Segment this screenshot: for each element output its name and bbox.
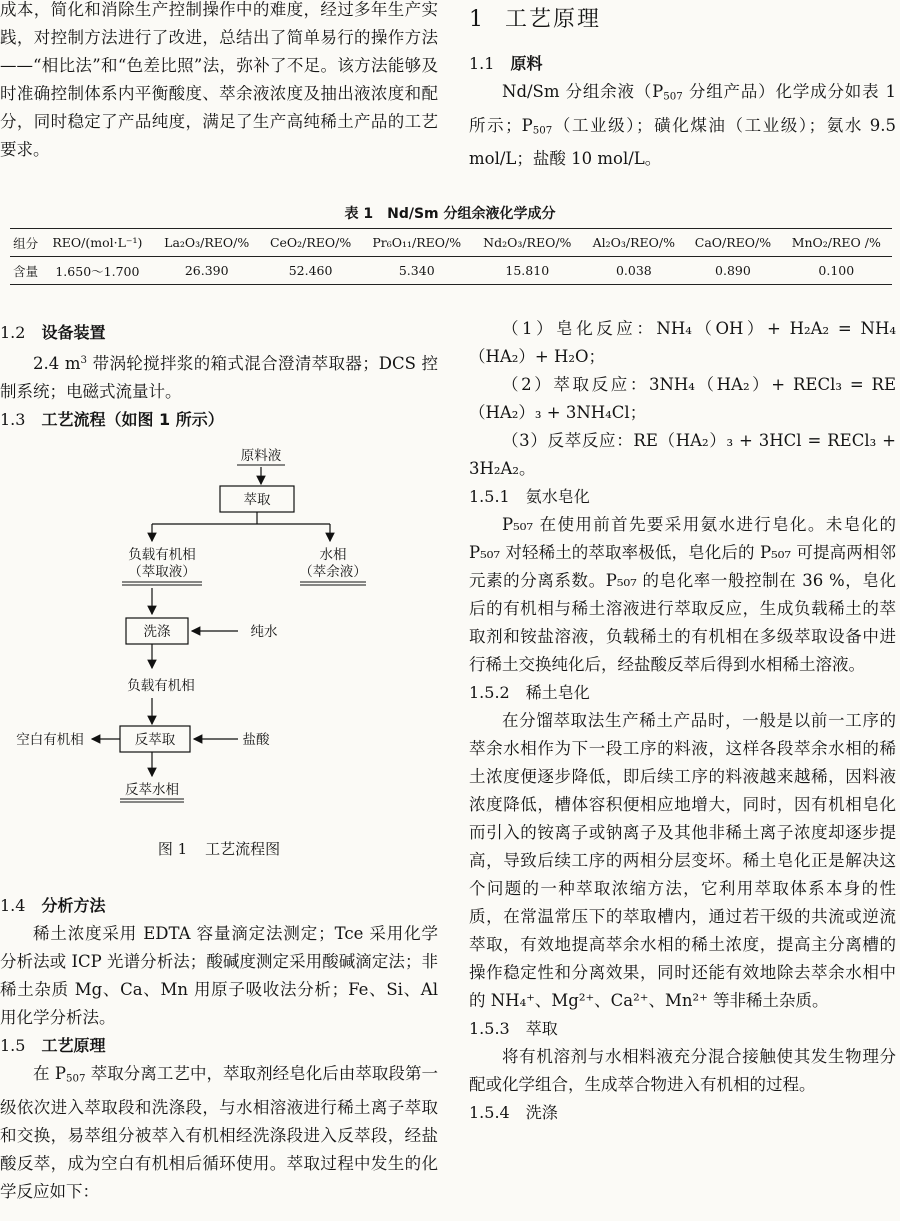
- table-header: Pr₆O₁₁/REO/%: [372, 235, 462, 250]
- table-cell: 0.100: [818, 263, 855, 278]
- section-1-5-3-paragraph: 将有机溶剂与水相料液充分混合接触使其发生物理分配或化学组合，生成萃合物进入有机相的过程。: [469, 1047, 896, 1094]
- section-1-4-heading: 1.4 分析方法: [0, 896, 106, 915]
- process-flowchart: [0, 436, 438, 836]
- section-1-5-heading: 1.5 工艺原理: [0, 1036, 106, 1055]
- flow-strip-aq-label: 反萃水相: [125, 782, 179, 798]
- flow-loaded-org2-label: 负载有机相: [127, 678, 195, 694]
- left-mid-column: [0, 319, 438, 434]
- right-top-column: [469, 0, 896, 173]
- left-bottom-column: [0, 892, 438, 1206]
- table-header: CaO/REO/%: [694, 235, 772, 250]
- flow-blank-org-label: 空白有机相: [16, 732, 84, 748]
- figure-1-caption: 图 1 工艺流程图: [157, 840, 281, 858]
- table-header: REO/(mol·L⁻¹): [52, 235, 143, 250]
- table-header: MnO₂/REO /%: [791, 235, 881, 250]
- section-1-5-2-paragraph: 在分馏萃取法生产稀土产品时，一般是以前一工序的萃余水相作为下一段工序的料液，这样各段萃余水相的稀土浓度便逐步降低，即后续工序的料液越来越稀，因料液浓度降低，槽体容积便相应地增大，同时，因有机相皂化而引入的铵离子或钠离子及其他非稀土离子浓度却逐步提高，导致后续工序的两相分层变坏。稀土皂化正是解决这个问题的一种萃取浓缩方法，它利用萃取体系本身的性质，在常温常压下的萃取槽内，通过若干级的共流或逆流萃取，有效地提高萃余水相的稀土浓度，提高主分离槽的操作稳定性和分离效果，同时还能有效地除去萃余水相中的 NH₄⁺、Mg²⁺、Ca²⁺、Mn²⁺ 等非稀土杂质。: [469, 711, 896, 1010]
- table-cell: 0.890: [715, 263, 751, 278]
- flow-pure-water-label: 纯水: [250, 624, 278, 640]
- table-header-row: [10, 229, 892, 257]
- section-1-1-heading: 1.1 原料: [469, 54, 543, 73]
- flow-hcl-label: 盐酸: [242, 732, 270, 748]
- section-1-2-heading: 1.2 设备装置: [0, 323, 106, 342]
- section-1-4-paragraph: 稀土浓度采用 EDTA 容量滴定法测定；Tce 采用化学分析法或 ICP 光谱分析法；酸碱度测定采用酸碱滴定法；非稀土杂质 Mg、Ca、Mn 用原子吸收法分析；Fe、Si、Al 用化学分析法。: [0, 924, 438, 1027]
- section-1-5-4-heading: 1.5.4 洗涤: [469, 1103, 558, 1122]
- reaction-1: （1）皂化反应：NH₄（OH）+ H₂A₂ = NH₄（HA₂）+ H₂O；: [469, 319, 896, 366]
- table-header: Al₂O₃/REO/%: [592, 235, 676, 250]
- table-header: Nd₂O₃/REO/%: [483, 235, 572, 250]
- right-bottom-column: [469, 315, 896, 1127]
- table-row: [10, 257, 892, 285]
- left-top-column: [0, 0, 438, 164]
- flow-strip-label: 反萃取: [134, 732, 176, 748]
- section-1-5-1-paragraph: P₅₀₇ 在使用前首先要采用氨水进行皂化。未皂化的 P₅₀₇ 对轻稀土的萃取率极低，皂化后的 P₅₀₇ 可提高两相邻元素的分离系数。P₅₀₇ 的皂化率一般控制在 36 %，皂化后的有机相与稀土溶液进行萃取反应，生成负载稀土的萃取剂和铵盐溶液，负载稀土的有机相在多级萃取设备中进行稀土交换纯化后，经盐酸反萃后得到水相稀土溶液。: [469, 515, 896, 674]
- table-cell: 0.038: [615, 263, 652, 278]
- table-cell: 1.650～1.700: [55, 263, 140, 279]
- table-cell: 52.460: [288, 263, 333, 278]
- section-1-5-2-heading: 1.5.2 稀土皂化: [469, 683, 590, 702]
- section-1-title: 工艺原理: [505, 7, 602, 32]
- table-header: 组分: [13, 235, 39, 251]
- flow-aqueous-sub: （萃余液）: [299, 564, 367, 580]
- reaction-2: （2）萃取反应：3NH₄（HA₂）+ RECl₃ = RE（HA₂）₃ + 3NH₄Cl；: [469, 375, 896, 422]
- table-cell: 26.390: [184, 263, 229, 278]
- table-1-title: 表 1 Nd/Sm 分组余液化学成分: [344, 206, 556, 222]
- section-1-2-paragraph: 2.4 $m^3$ 带涡轮搅拌浆的箱式混合澄清萃取器；DCS 控制系统；电磁式流量计。: [0, 354, 438, 402]
- flow-aqueous-label: 水相: [319, 547, 347, 563]
- table-cell: 15.810: [505, 263, 550, 278]
- table-cell: 5.340: [398, 263, 435, 278]
- flow-loaded-org-label: 负载有机相: [128, 547, 196, 563]
- section-1-5-1-heading: 1.5.1 氨水皂化: [469, 487, 590, 506]
- section-1-5-3-heading: 1.5.3 萃取: [469, 1019, 558, 1038]
- table-header: CeO₂/REO/%: [269, 235, 352, 250]
- section-1-3-heading: 1.3 工艺流程（如图 1 所示）: [0, 410, 224, 430]
- intro-paragraph: 成本，简化和消除生产控制操作中的难度，经过多年生产实践，对控制方法进行了改进，总结出了简单易行的操作方法——“相比法”和“色差比照”法，弥补了不足。该方法能够及时准确控制体系内平衡酸度、萃余液浓度及抽出液浓度和配分，同时稳定了产品纯度，满足了生产高纯稀土产品的工艺要求。: [0, 0, 438, 159]
- flow-wash-label: 洗涤: [143, 624, 171, 640]
- table-1: [10, 228, 892, 285]
- flow-feed-label: 原料液: [240, 448, 282, 464]
- flow-extract-label: 萃取: [243, 492, 271, 508]
- section-1-heading: [469, 0, 896, 40]
- table-header: La₂O₃/REO/%: [164, 235, 250, 250]
- table-cell: 含量: [13, 263, 39, 279]
- section-1-number: 1: [469, 7, 485, 32]
- section-1-5-paragraph: 在 $P_{507}$ 萃取分离工艺中，萃取剂经皂化后由萃取段第一级依次进入萃取段和洗涤段，与水相溶液进行稀土离子萃取和交换，易萃组分被萃入有机相经洗涤段进入反萃段，经盐酸反萃，成为空白有机相后循环使用。萃取过程中发生的化学反应如下：: [0, 1064, 438, 1201]
- section-1-1-paragraph: Nd/Sm 分组余液（$P_{507}$ 分组产品）化学成分如表 1 所示；$P_{507}$（工业级）；磺化煤油（工业级）；氨水 9.5 mol/L；盐酸 10 mol/L。: [469, 82, 896, 169]
- reaction-3: （3）反萃反应：RE（HA₂）₃ + 3HCl = RECl₃ + 3H₂A₂。: [469, 431, 896, 478]
- flow-loaded-org-sub: （萃取液）: [128, 564, 196, 580]
